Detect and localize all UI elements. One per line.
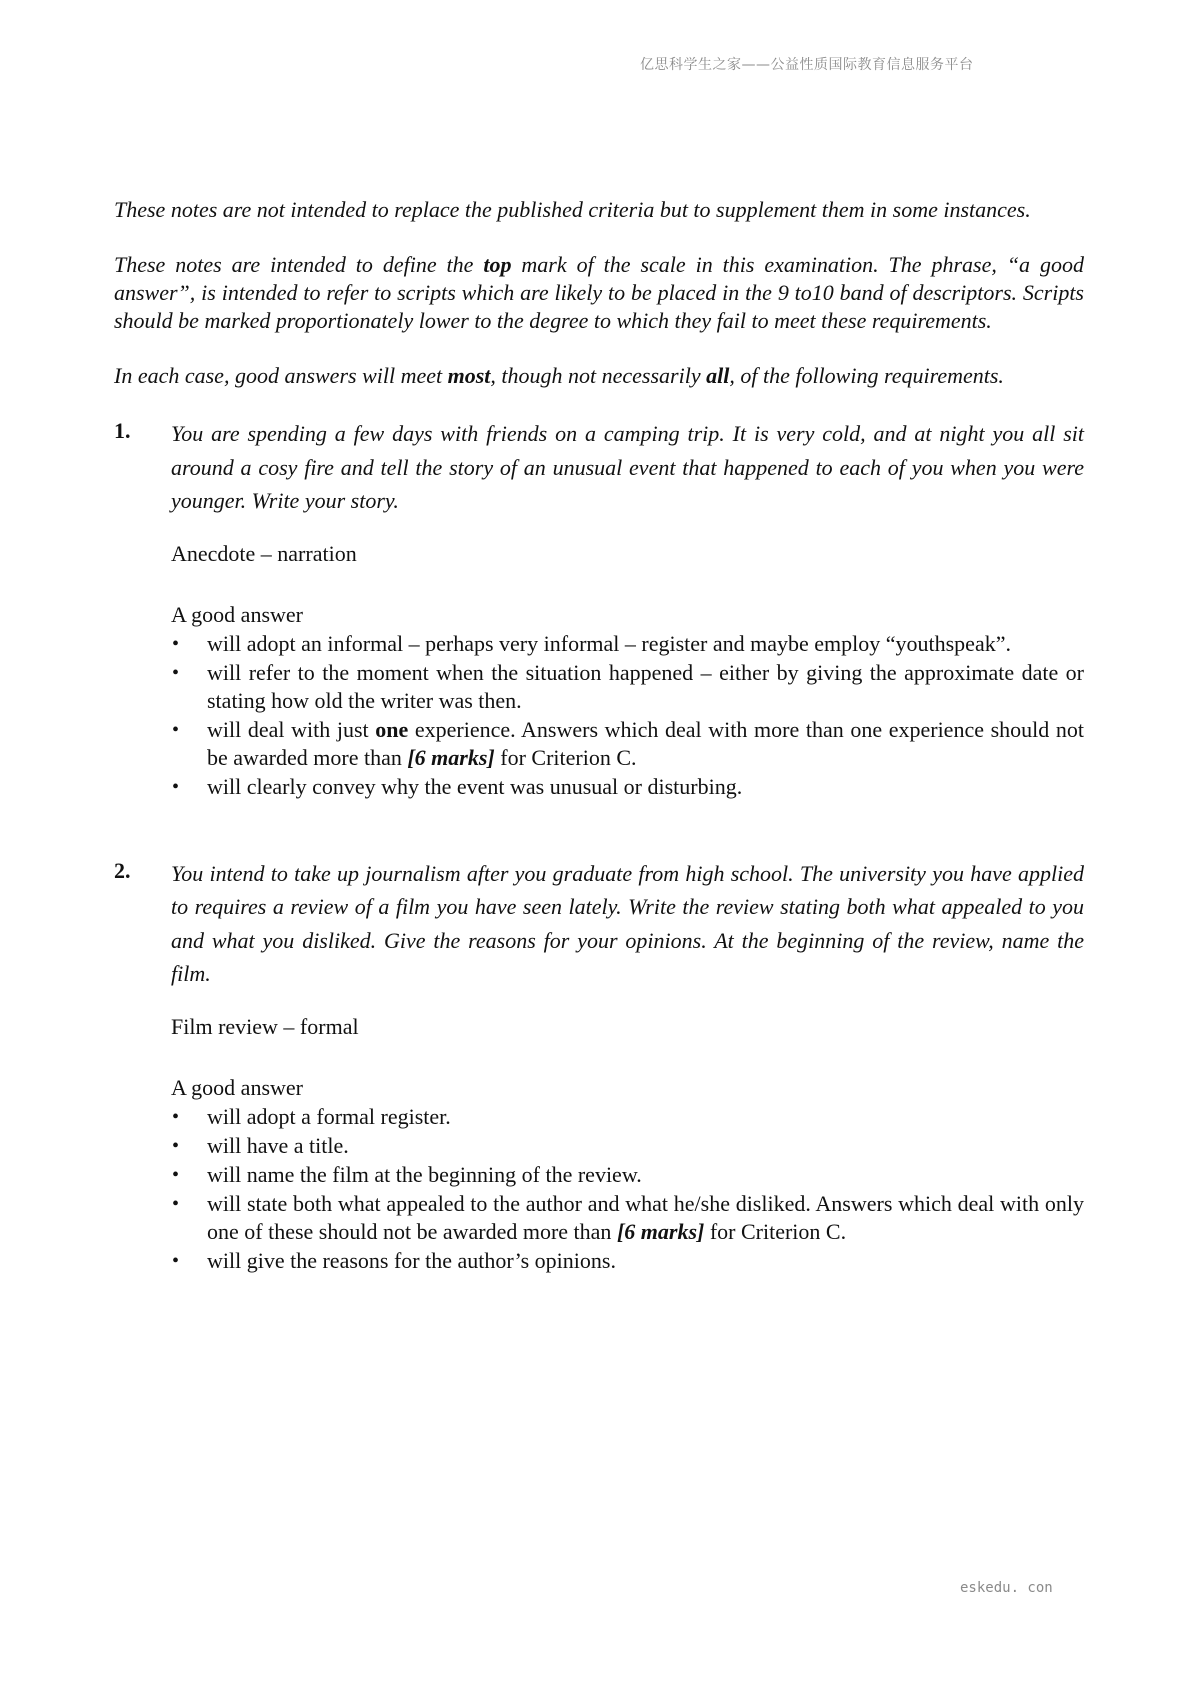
bullet-icon: • <box>172 1134 180 1157</box>
intro-p3-text: , of the following requirements. <box>729 363 1004 388</box>
question-body <box>171 857 1084 1275</box>
footer-watermark: eskedu. con <box>960 1580 1053 1596</box>
bullet-icon: • <box>172 1249 180 1272</box>
list-item <box>171 773 1084 801</box>
list-item <box>171 630 1084 658</box>
requirement-text: will adopt a formal register. <box>207 1103 451 1129</box>
requirements-list <box>171 1103 1084 1275</box>
intro-p3-text: In each case, good answers will meet <box>114 363 448 388</box>
requirement-text: will name the film at the beginning of the review. <box>207 1161 642 1187</box>
question-number: 2. <box>114 857 131 883</box>
text-type: Film review – formal <box>171 1013 359 1039</box>
intro-p2-emphasis: top <box>483 252 512 277</box>
bullet-icon: • <box>172 632 180 655</box>
list-item <box>171 716 1084 772</box>
requirement-text: will clearly convey why the event was unusual or disturbing. <box>207 773 743 799</box>
intro-paragraph-1: These notes are not intended to replace the published criteria but to supplement them in some instances. <box>114 197 1031 222</box>
question-prompt: You are spending a few days with friends on a camping trip. It is very cold, and at night you all sit around a cosy fire and tell the story of an unusual event that happened to each of you when you were younger. Write your story. <box>171 421 1084 513</box>
list-item <box>171 659 1084 715</box>
list-item <box>171 1132 1084 1160</box>
requirement-text: for Criterion C. <box>494 744 637 770</box>
marks-cap: [6 marks] <box>616 1218 705 1244</box>
marking-notes <box>114 196 1084 1276</box>
good-answer-label: A good answer <box>171 1074 303 1100</box>
question-1 <box>114 417 1084 801</box>
requirement-text: experience. Answers which deal with more than one experience should not be awarded more than <box>207 716 1085 770</box>
question-body <box>171 417 1084 801</box>
list-item <box>171 1247 1084 1275</box>
intro-paragraph-2 <box>114 251 1084 335</box>
requirement-text: will give the reasons for the author’s opinions. <box>207 1247 616 1273</box>
requirement-text: will refer to the moment when the situation happened – either by giving the approximate date or stating how old the writer was then. <box>207 659 1084 713</box>
list-item <box>171 1103 1084 1131</box>
text-type: Anecdote – narration <box>171 540 357 566</box>
bullet-icon: • <box>172 1163 180 1186</box>
intro-p3-emphasis: all <box>706 363 730 388</box>
intro-p3-emphasis: most <box>447 363 491 388</box>
intro-p2-text: mark of the scale in this examination. The phrase, “a good answer”, is intended to refer to scripts which are likely to be placed in the 9 to10 band of descriptors. Scripts should be marked proportionately lower to the degree to which they fail to meet these requirements. <box>114 252 1084 333</box>
requirement-emphasis: one <box>375 716 409 742</box>
bullet-icon: • <box>172 1105 180 1128</box>
question-prompt: You intend to take up journalism after you graduate from high school. The university you have applied to requires a review of a film you have seen lately. Write the review stating both what appealed to you and what you disliked. Give the reasons for your opinions. At the beginning of the review, name the film. <box>171 860 1084 986</box>
requirement-text: will adopt an informal – perhaps very informal – register and maybe employ “youthspeak”. <box>207 630 1011 656</box>
bullet-icon: • <box>172 661 180 684</box>
question-number: 1. <box>114 418 131 443</box>
intro-notes <box>114 196 1084 390</box>
list-item <box>171 1161 1084 1189</box>
question-2 <box>114 857 1084 1275</box>
intro-paragraph-3 <box>114 362 1084 390</box>
requirement-text: will have a title. <box>207 1132 349 1158</box>
requirement-text: will state both what appealed to the author and what he/she disliked. Answers which deal with only one of these should not be awarded more than <box>207 1190 1084 1244</box>
list-item <box>171 1190 1084 1246</box>
requirement-text: will deal with just <box>207 716 376 742</box>
intro-p3-text: , though not necessarily <box>490 363 707 388</box>
bullet-icon: • <box>172 1192 180 1215</box>
bullet-icon: • <box>172 718 180 741</box>
intro-p2-text: These notes are intended to define the <box>114 252 484 277</box>
requirement-text: for Criterion C. <box>704 1218 847 1244</box>
requirements-list <box>171 630 1084 801</box>
bullet-icon: • <box>172 775 180 798</box>
header-watermark: 亿思科学生之家——公益性质国际教育信息服务平台 <box>640 57 974 73</box>
marks-cap: [6 marks] <box>407 744 495 770</box>
good-answer-label: A good answer <box>171 601 303 627</box>
